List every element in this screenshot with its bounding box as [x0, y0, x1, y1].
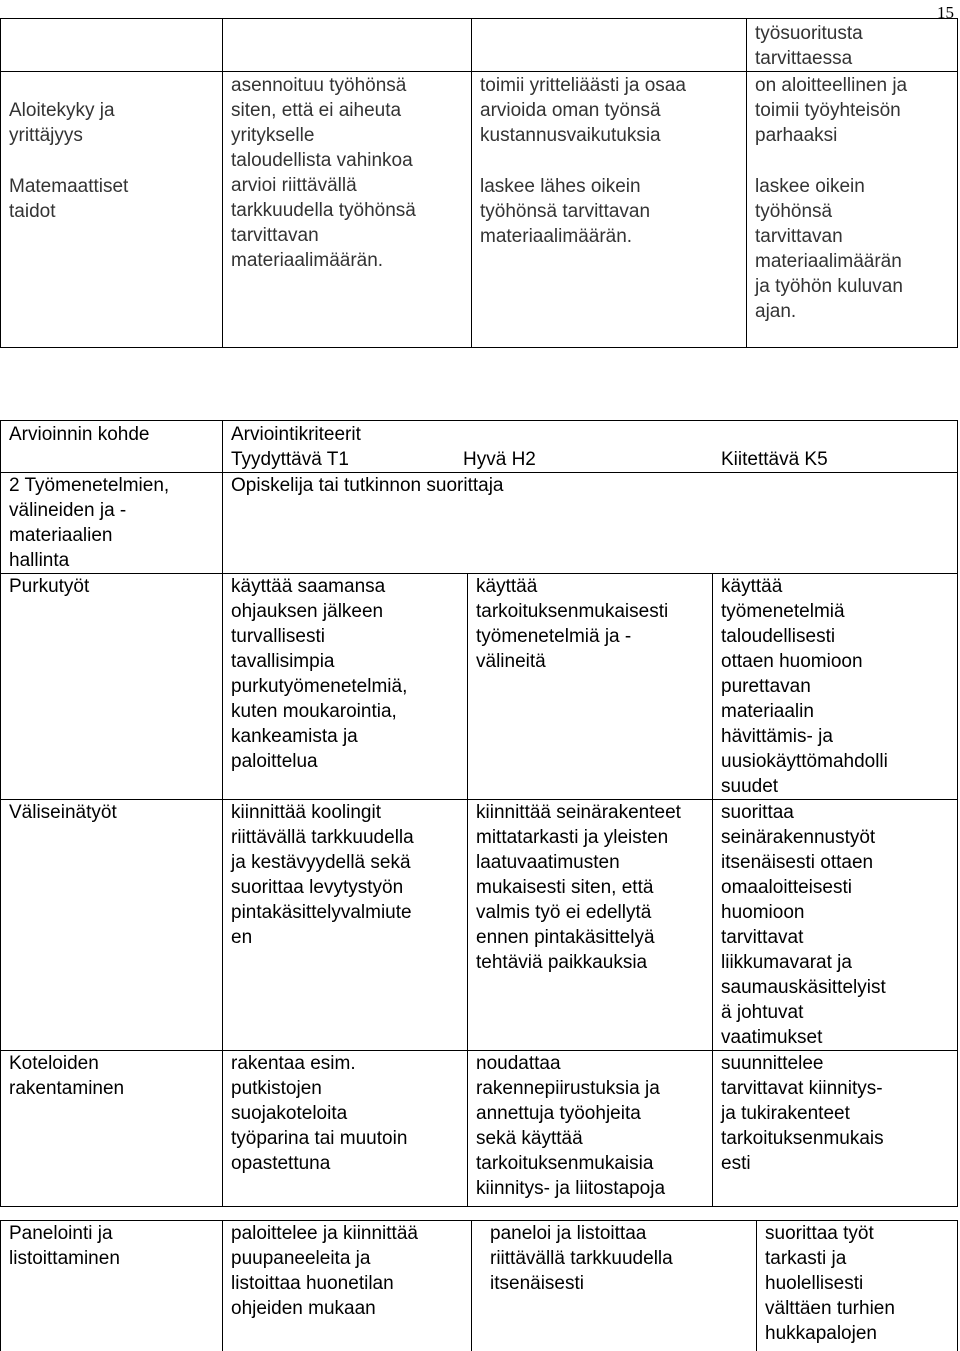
t1-initiative: asennoituu työhönsä siten, että ei aiheuta yritykselle taloudellista vahinkoa — [231, 75, 413, 171]
col-header-target: Arvioinnin kohde — [1, 421, 223, 473]
h2-cell — [472, 72, 747, 348]
t1-valiseinatyot: kiinnittää koolingit riittävällä tarkkuudella ja kestävyydellä sekä suorittaa levytystyön pintakäsittelyvalmiute en — [223, 800, 468, 1051]
page-number: 15 — [937, 3, 954, 22]
t1-panelointi: paloittelee ja kiinnittää puupaneeleita ja listoittaa huonetilan ohjeiden mukaan — [223, 1221, 472, 1351]
target-math: Matemaattiset taidot — [9, 176, 129, 222]
table-row — [1, 421, 958, 448]
h2-panelointi: paneloi ja listoittaa riittävällä tarkkuudella itsenäisesti — [472, 1221, 757, 1351]
table-row — [1, 1051, 958, 1207]
k5-math: laskee oikein työhönsä tarvittavan materiaalimäärän ja työhön kuluvan ajan. — [755, 176, 903, 322]
table-row — [1, 473, 958, 574]
target-initiative: Aloitekyky ja yrittäjyys — [9, 100, 115, 146]
target-valiseinatyot: Väliseinätyöt — [1, 800, 223, 1051]
level-h2: Hyvä H2 — [463, 449, 536, 470]
col-header-criteria: Arviointikriteerit — [223, 421, 958, 448]
t1-purkutyot: käyttää saamansa ohjauksen jälkeen turvallisesti tavallisimpia purkutyömenetelmiä, kuten moukarointia, kankeamista ja paloittelua — [223, 574, 468, 800]
t1-koteloiden: rakentaa esim. putkistojen suojakoteloita työparina tai muutoin opastettuna — [223, 1051, 468, 1207]
table-cell — [472, 19, 747, 72]
k5-cell — [747, 72, 958, 348]
k5-initiative: on aloitteellinen ja toimii työyhteisön parhaaksi — [755, 75, 908, 146]
target-panelointi: Panelointi ja listoittaminen — [1, 1221, 223, 1351]
t1-cell — [223, 72, 472, 348]
criteria-table — [0, 420, 958, 1207]
table-row — [1, 800, 958, 1051]
h2-initiative: toimii yritteliäästi ja osaa arvioida oman työnsä kustannusvaikutuksia — [480, 75, 686, 146]
k5-koteloiden: suunnittelee tarvittavat kiinnitys- ja tukirakenteet tarkoituksenmukais esti — [713, 1051, 958, 1207]
level-t1: Tyydyttävä T1 — [231, 449, 349, 470]
level-k5: Kiitettävä K5 — [721, 449, 828, 470]
section-subtitle: Opiskelija tai tutkinnon suorittaja — [223, 473, 958, 574]
table-row — [1, 19, 958, 72]
h2-purkutyot: käyttää tarkoituksenmukaisesti työmenetelmiä ja - välineitä — [468, 574, 713, 800]
table-cell: työsuoritusta tarvittaessa — [747, 19, 958, 72]
target-cell — [1, 72, 223, 348]
table-row — [1, 1221, 958, 1351]
k5-panelointi: suorittaa työt tarkasti ja huolellisesti välttäen turhien hukkapalojen — [757, 1221, 958, 1351]
section-title: 2 Työmenetelmien, välineiden ja - materiaalien hallinta — [1, 473, 223, 574]
h2-koteloiden: noudattaa rakennepiirustuksia ja annettuja työohjeita sekä käyttää tarkoituksenmukaisia kiinnitys- ja liitostapoja — [468, 1051, 713, 1207]
h2-valiseinatyot: kiinnittää seinärakenteet mittatarkasti ja yleisten laatuvaatimusten mukaisesti siten, että valmis työ ei edellytä ennen pintakäsittelyä tehtäviä paikkauksia — [468, 800, 713, 1051]
k5-valiseinatyot: suorittaa seinärakennustyöt itsenäisesti ottaen omaaloitteisesti huomioon tarvittavat liikkumavarat ja saumauskäsittelyist ä johtuvat vaatimukset — [713, 800, 958, 1051]
table-row — [1, 72, 958, 348]
target-koteloiden: Koteloiden rakentaminen — [1, 1051, 223, 1207]
criteria-table-continued — [0, 18, 958, 348]
t1-math: arvioi riittävällä tarkkuudella työhönsä tarvittavan materiaalimäärän. — [231, 175, 416, 271]
level-header-row — [223, 447, 958, 473]
table-cell — [223, 19, 472, 72]
table-row — [1, 574, 958, 800]
k5-purkutyot: käyttää työmenetelmiä taloudellisesti ottaen huomioon purettavan materiaalin hävittämis- ja uusiokäyttömahdolli suudet — [713, 574, 958, 800]
criteria-table-bottom — [0, 1220, 958, 1351]
target-purkutyot: Purkutyöt — [1, 574, 223, 800]
h2-math: laskee lähes oikein työhönsä tarvittavan materiaalimäärän. — [480, 176, 651, 247]
table-cell — [1, 19, 223, 72]
